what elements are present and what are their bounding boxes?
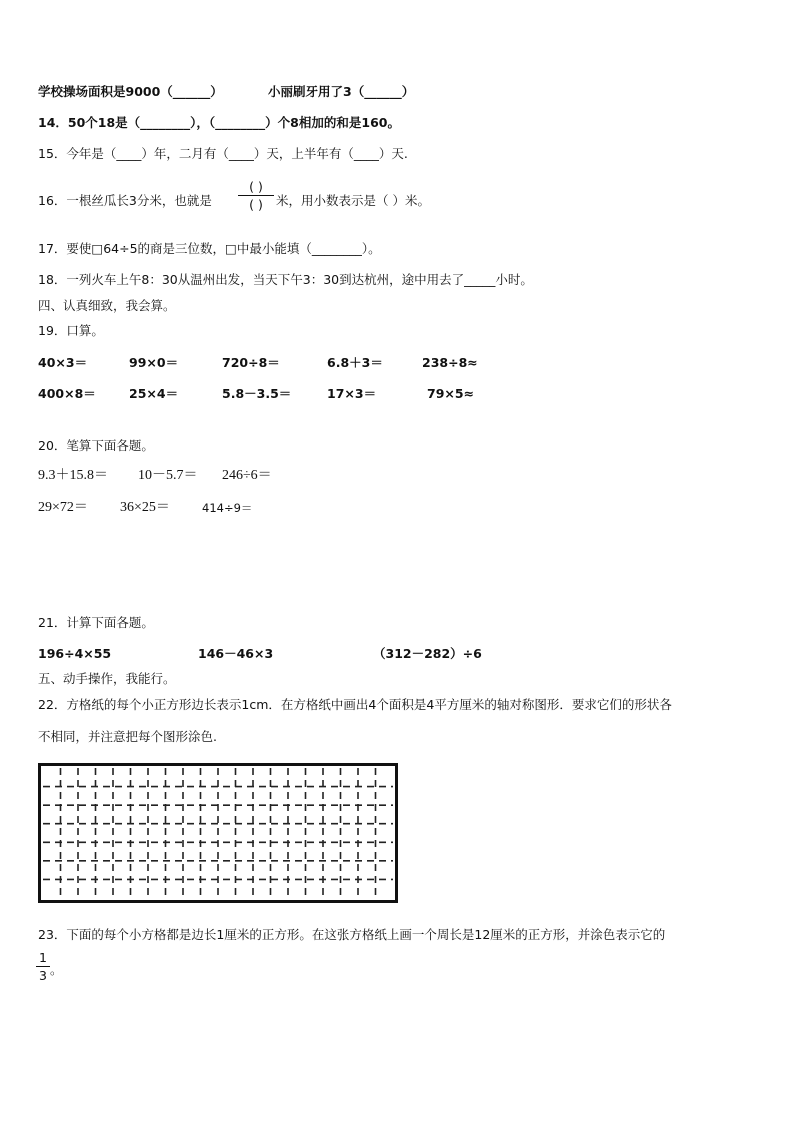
question-22-line-1: 22．方格纸的每个小正方形边长表示1cm．在方格纸中画出4个面积是4平方厘米的轴对称图形．要求它们的形状各 [38, 697, 672, 712]
oral-calc: 238÷8≈ [422, 355, 478, 370]
calc-expression: 196÷4×55 [38, 646, 112, 661]
oral-calc: 5.8－3.5＝ [222, 386, 292, 401]
written-calc: 9.3＋15.8＝ [38, 468, 108, 483]
fraction-numerator: 1 [39, 950, 47, 965]
written-calc: 414÷9＝ [202, 501, 253, 515]
question-19: 19．口算。 [38, 323, 104, 338]
question-20: 20．笔算下面各题。 [38, 438, 154, 453]
fraction-bar [238, 195, 274, 196]
oral-calc: 400×8＝ [38, 386, 96, 401]
oral-calc: 25×4＝ [129, 386, 179, 401]
question-15: 15．今年是（____）年，二月有（____）天，上半年有（____）天. [38, 146, 408, 161]
question-18: 18．一列火车上午8：30从温州出发，当天下午3：30到达杭州，途中用去了_____小时。 [38, 272, 533, 287]
question-22-line-2: 不相同，并注意把每个图形涂色. [38, 729, 217, 744]
q13-item-b: 小丽刷牙用了3（______） [268, 84, 415, 99]
fraction-numerator: ( ) [249, 179, 263, 194]
question-23: 23．下面的每个小方格都是边长1厘米的正方形。在这张方格纸上画一个周长是12厘米的正方形，并涂色表示它的 [38, 927, 666, 942]
oral-calc: 99×0＝ [129, 355, 179, 370]
written-calc: 29×72＝ [38, 500, 88, 515]
section-5-heading: 五、动手操作，我能行。 [38, 671, 176, 686]
oral-calc: 40×3＝ [38, 355, 88, 370]
grid-paper [38, 763, 398, 903]
written-calc: 36×25＝ [120, 500, 170, 515]
section-4-heading: 四、认真细致，我会算。 [38, 298, 176, 313]
q13-item-a: 学校操场面积是9000（______） [38, 84, 223, 99]
oral-calc: 17×3＝ [327, 386, 377, 401]
written-calc: 246÷6＝ [222, 468, 272, 483]
question-16-part-a: 16．一根丝瓜长3分米，也就是 [38, 193, 212, 208]
question-14: 14．50个18是（________），（________）个8相加的和是160。 [38, 115, 400, 130]
question-21: 21．计算下面各题。 [38, 615, 154, 630]
question-17: 17．要使□64÷5的商是三位数，□中最小能填（________）。 [38, 241, 381, 256]
fraction-bar [36, 966, 50, 967]
question-23-end: 。 [50, 962, 63, 977]
oral-calc: 6.8＋3＝ [327, 355, 383, 370]
question-16-part-b: 米，用小数表示是（ ）米。 [276, 193, 430, 208]
fraction-denominator: 3 [39, 968, 47, 983]
oral-calc: 79×5≈ [427, 386, 475, 401]
calc-expression: （312－282）÷6 [373, 646, 482, 661]
written-calc: 10－5.7＝ [138, 468, 198, 483]
question-23-fraction [36, 950, 50, 983]
calc-expression: 146－46×3 [198, 646, 274, 661]
oral-calc: 720÷8＝ [222, 355, 280, 370]
fraction-denominator: ( ) [249, 197, 263, 212]
question-16-fraction [238, 179, 274, 212]
